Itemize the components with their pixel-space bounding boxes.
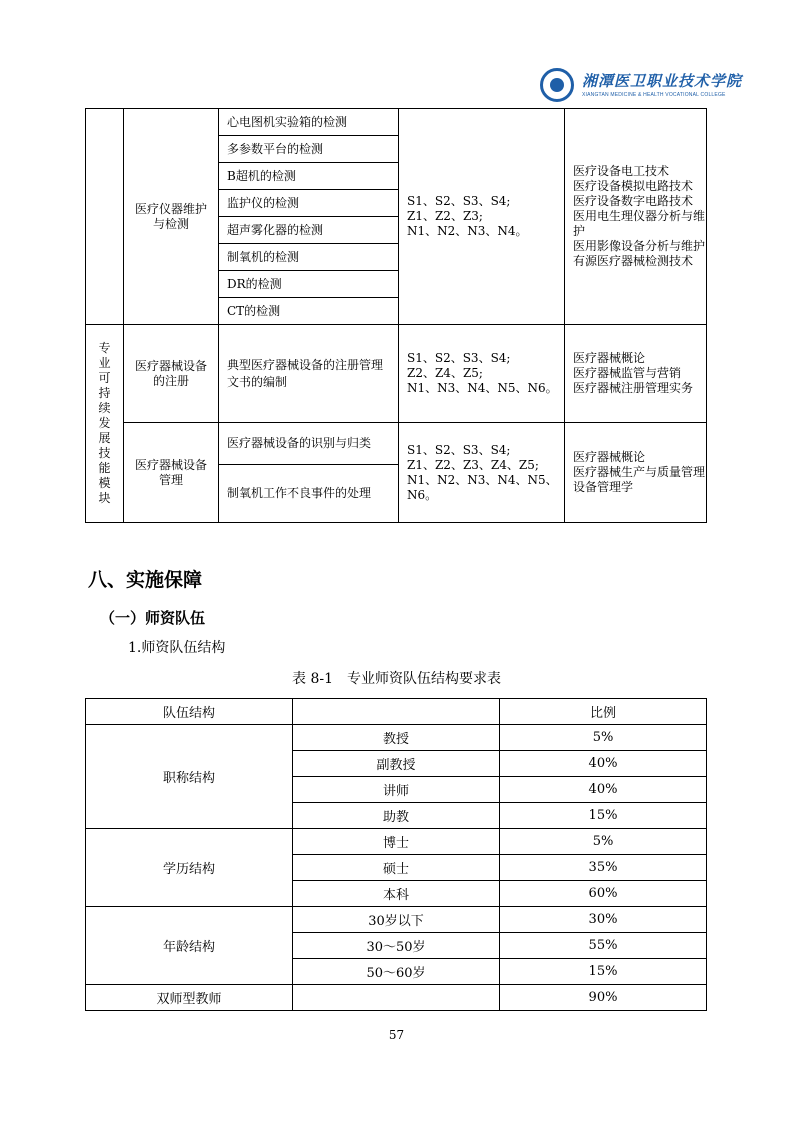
standard-line: S1、S2、S3、S4; — [407, 442, 511, 457]
sub-subsection-heading: 1.师资队伍结构 — [128, 640, 226, 656]
course-line: 医疗设备电工技术 — [573, 164, 670, 178]
college-logo — [540, 68, 743, 108]
standard-line: Z2、Z4、Z5; — [407, 366, 483, 380]
group-label: 年龄结构 — [86, 907, 293, 985]
course-line: 医用影像设备分析与维护 — [573, 239, 706, 253]
item-name-registration: 医疗器械设备的注册 — [124, 325, 219, 423]
ratio-cell: 15% — [500, 959, 707, 985]
category-cell: 副教授 — [293, 751, 500, 777]
ratio-cell: 40% — [500, 777, 707, 803]
logo-text-en: XIANGTAN MEDICINE & HEALTH VOCATIONAL COLLEGE — [582, 92, 726, 98]
standard-line: S1、S2、S3、S4; — [407, 351, 511, 365]
course-line: 医疗设备模拟电路技术 — [573, 179, 694, 193]
group-label: 学历结构 — [86, 829, 293, 907]
standards-cell — [399, 325, 565, 423]
skills-module-table — [85, 108, 707, 523]
college-seal-icon — [540, 68, 574, 102]
category-cell: 本科 — [293, 881, 500, 907]
course-line: 设备管理学 — [573, 480, 634, 494]
standards-cell — [399, 423, 565, 523]
table-caption: 表 8-1 专业师资队伍结构要求表 — [292, 671, 501, 687]
category-cell: 30岁以下 — [293, 907, 500, 933]
module-label-text: 专业可持续发展技能模块 — [98, 341, 111, 505]
course-line: 医疗器械概论 — [573, 351, 646, 365]
task-cell: 制氧机工作不良事件的处理 — [219, 465, 399, 523]
ratio-cell: 5% — [500, 829, 707, 855]
ratio-cell: 90% — [500, 985, 707, 1011]
ratio-cell: 35% — [500, 855, 707, 881]
task-cell: 监护仪的检测 — [219, 190, 399, 217]
logo-text-cn: 湘潭医卫职业技术学院 — [582, 72, 743, 90]
course-line: 医疗器械概论 — [573, 450, 646, 464]
category-cell: 30～50岁 — [293, 933, 500, 959]
item-name-equipment-repair: 医疗仪器维护与检测 — [124, 109, 219, 325]
subsection-heading: （一）师资队伍 — [100, 609, 206, 627]
standard-line: N1、N2、N3、N4、N5、N6。 — [407, 472, 558, 502]
module-cell-empty — [86, 109, 124, 325]
category-cell: 助教 — [293, 803, 500, 829]
category-cell: 教授 — [293, 725, 500, 751]
ratio-cell: 40% — [500, 751, 707, 777]
category-cell: 讲师 — [293, 777, 500, 803]
standard-line: N1、N2、N3、N4。 — [407, 224, 528, 238]
courses-cell — [565, 325, 707, 423]
header-cell: 队伍结构 — [86, 699, 293, 725]
category-cell: 硕士 — [293, 855, 500, 881]
group-label: 职称结构 — [86, 725, 293, 829]
courses-cell — [565, 423, 707, 523]
ratio-cell: 30% — [500, 907, 707, 933]
courses-cell — [565, 109, 707, 325]
ratio-cell: 5% — [500, 725, 707, 751]
course-line: 医疗器械监管与营销 — [573, 366, 682, 380]
category-cell — [293, 985, 500, 1011]
course-line: 有源医疗器械检测技术 — [573, 254, 694, 268]
header-cell — [293, 699, 500, 725]
task-cell: 典型医疗器械设备的注册管理文书的编制 — [219, 325, 399, 423]
category-cell: 博士 — [293, 829, 500, 855]
ratio-cell: 55% — [500, 933, 707, 959]
course-line: 医疗设备数字电路技术 — [573, 194, 694, 208]
task-cell: 医疗器械设备的识别与归类 — [219, 423, 399, 465]
group-label: 双师型教师 — [86, 985, 293, 1011]
category-cell: 50～60岁 — [293, 959, 500, 985]
ratio-cell: 15% — [500, 803, 707, 829]
header-cell: 比例 — [500, 699, 707, 725]
task-cell: 超声雾化器的检测 — [219, 217, 399, 244]
module-label — [86, 325, 124, 523]
course-line: 医用电生理仪器分析与维护 — [573, 209, 706, 238]
task-cell: 心电图机实验箱的检测 — [219, 109, 399, 136]
task-cell: CT的检测 — [219, 298, 399, 325]
course-line: 医疗器械注册管理实务 — [573, 381, 694, 395]
task-cell: B超机的检测 — [219, 163, 399, 190]
task-cell: DR的检测 — [219, 271, 399, 298]
standard-line: N1、N3、N4、N5、N6。 — [407, 381, 558, 395]
task-cell: 多参数平台的检测 — [219, 136, 399, 163]
course-line: 医疗器械生产与质量管理 — [573, 465, 706, 479]
faculty-structure-table — [85, 698, 707, 1011]
page-number: 57 — [388, 1028, 405, 1042]
section-heading: 八、实施保障 — [88, 569, 203, 591]
standard-line: Z1、Z2、Z3、Z4、Z5; — [407, 457, 539, 472]
ratio-cell: 60% — [500, 881, 707, 907]
standard-line: S1、S2、S3、S4; — [407, 194, 511, 208]
task-cell: 制氧机的检测 — [219, 244, 399, 271]
item-name-management: 医疗器械设备管理 — [124, 423, 219, 523]
standards-cell — [399, 109, 565, 325]
standard-line: Z1、Z2、Z3; — [407, 209, 483, 223]
